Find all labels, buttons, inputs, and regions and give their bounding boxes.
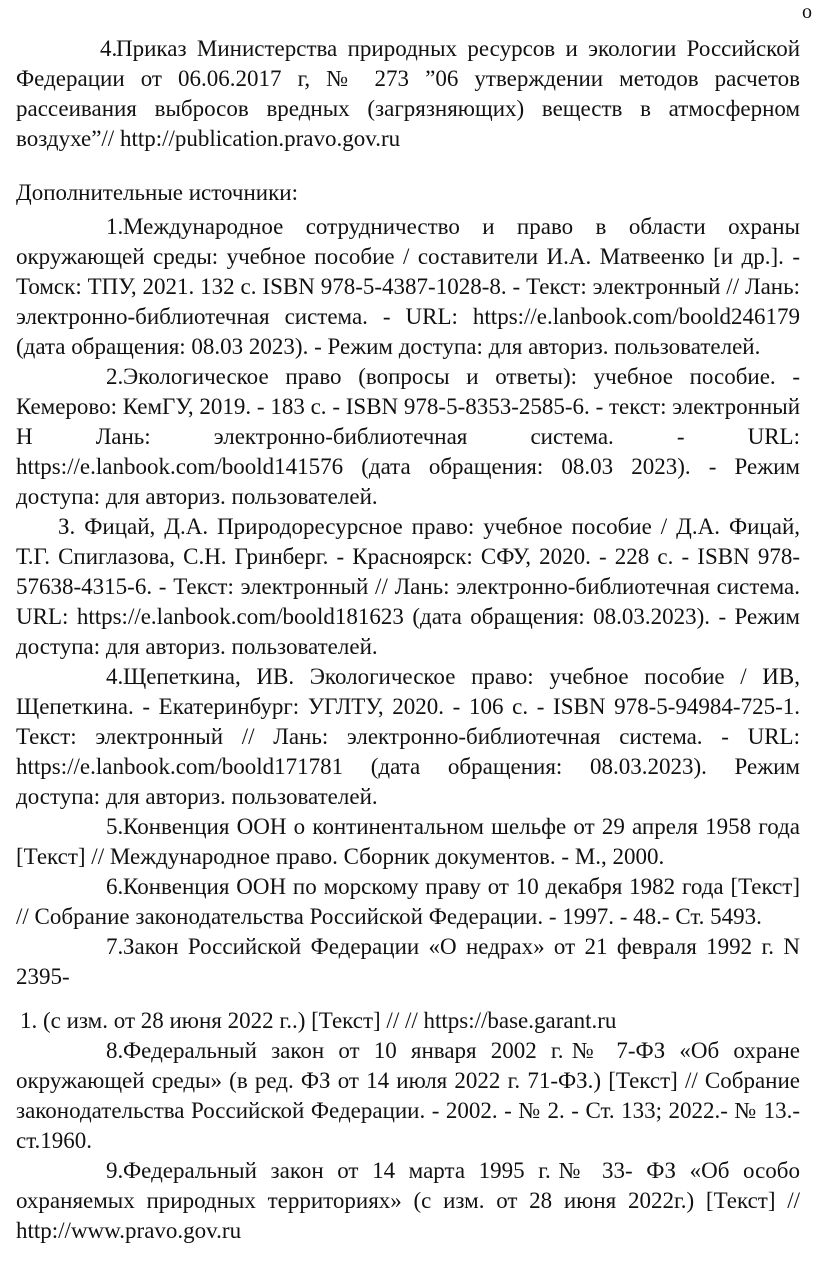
additional-source-item <box>16 872 800 932</box>
item-number: 4. <box>100 36 118 61</box>
item-text: Федеральный закон от 10 января 2002 г.№ 7-ФЗ «Об охране окружающей среды» (в ред. ФЗ от 14 июля 2022 г. 71-ФЗ.) [Текст] // Собрание законодательства Российской Федерации. - 2002. - № 2. - Ст. 133; 2022.- № 13.- ст.1960. <box>16 1038 800 1153</box>
additional-sources-heading: Дополнительные источники: <box>16 180 298 205</box>
additional-source-item <box>16 362 800 512</box>
item-text: 1. (с изм. от 28 июня 2022 г..) [Текст] // // https://base.garant.ru <box>20 1008 617 1033</box>
additional-source-item <box>16 932 800 992</box>
item-number: 7. <box>106 934 124 959</box>
item-number: 6. <box>106 874 124 899</box>
additional-source-item-continuation <box>16 1006 800 1036</box>
item-text: Конвенция ООН о континентальном шельфе от 29 апреля 1958 года [Текст] // Международное право. Сборник документов. - М., 2000. <box>16 814 800 869</box>
item-text: З. Фицай, Д.А. Природоресурсное право: учебное пособие / Д.А. Фицай, Т.Г. Спиглазова, С.Н. Гринберг. - Красноярск: СФУ, 2020. - 228 с. - ISBN 978-57638-4315-6. - Текст: электронный // Лань: электронно-библиотечная система. URL: https://e.lanbook.com/boold181623 (дата обращения: 08.03.2023). - Режим доступа: для авториз. пользователей. <box>16 514 800 659</box>
item-text: Щепеткина, ИВ. Экологическое право: учебное пособие / ИВ, Щепеткина. - Екатеринбург: УГЛТУ, 2020. - 106 с. - ISBN 978-5-94984-725-1. Текст: электронный // Лань: электронно-библиотечная система. - URL: https://e.lanbook.com/boold171781 (дата обращения: 08.03.2023). Режим доступа: для авториз. пользователей. <box>16 664 800 809</box>
item-text: Приказ Министерства природных ресурсов и экологии Российской Федерации от 06.06.2017 г, № 273 ”06 утверждении методов расчетов рассеивания выбросов вредных (загрязняющих) веществ в атмосферном воздухе”// http://publication.pravo.gov.ru <box>16 36 800 151</box>
additional-source-item <box>16 662 800 812</box>
additional-source-item <box>16 1036 800 1156</box>
document-page <box>16 34 800 1246</box>
item-text: Конвенция ООН по морскому праву от 10 декабря 1982 года [Текст] // Собрание законодательства Российской Федерации. - 1997. - 48.- Ст. 5493. <box>16 874 800 929</box>
additional-source-item <box>16 212 800 362</box>
additional-source-item <box>16 812 800 872</box>
item-text: Закон Российской Федерации «О недрах» от 21 февраля 1992 г. N 2395- <box>16 934 800 989</box>
item-text: Международное сотрудничество и право в области охраны окружающей среды: учебное пособие / составители И.А. Матвеенко [и др.]. - Томск: ТПУ, 2021. 132 с. ISBN 978-5-4387-1028-8. - Текст: электронный // Лань: электронно-библиотечная система. - URL: https://e.lanbook.com/boold246179 (дата обращения: 08.03 2023). - Режим доступа: для авториз. пользователей. <box>16 214 800 359</box>
additional-source-item <box>16 1156 800 1246</box>
additional-source-item <box>16 512 800 662</box>
item-number: 4. <box>106 664 124 689</box>
item-number: 2. <box>106 364 124 389</box>
item-text: Экологическое право (вопросы и ответы): учебное пособие. - Кемерово: КемГУ, 2019. - 183 с. - ISBN 978-5-8353-2585-6. - текст: электронный Н Лань: электронно-библиотечная система. - URL: https://e.lanbook.com/boold141576 (дата обращения: 08.03 2023). - Режим доступа: для авториз. пользователей. <box>16 364 800 509</box>
item-text: Федеральный закон от 14 марта 1995 г.№ 33- ФЗ «Об особо охраняемых природных территориях» (с изм. от 28 июня 2022г.) [Текст] // http://www.pravo.gov.ru <box>16 1158 800 1243</box>
main-source-item <box>16 34 800 154</box>
corner-mark: о <box>802 1 812 23</box>
item-number: 1. <box>106 214 124 239</box>
item-number: 8. <box>106 1038 124 1063</box>
item-number: 5. <box>106 814 124 839</box>
item-number: 9. <box>106 1158 124 1183</box>
